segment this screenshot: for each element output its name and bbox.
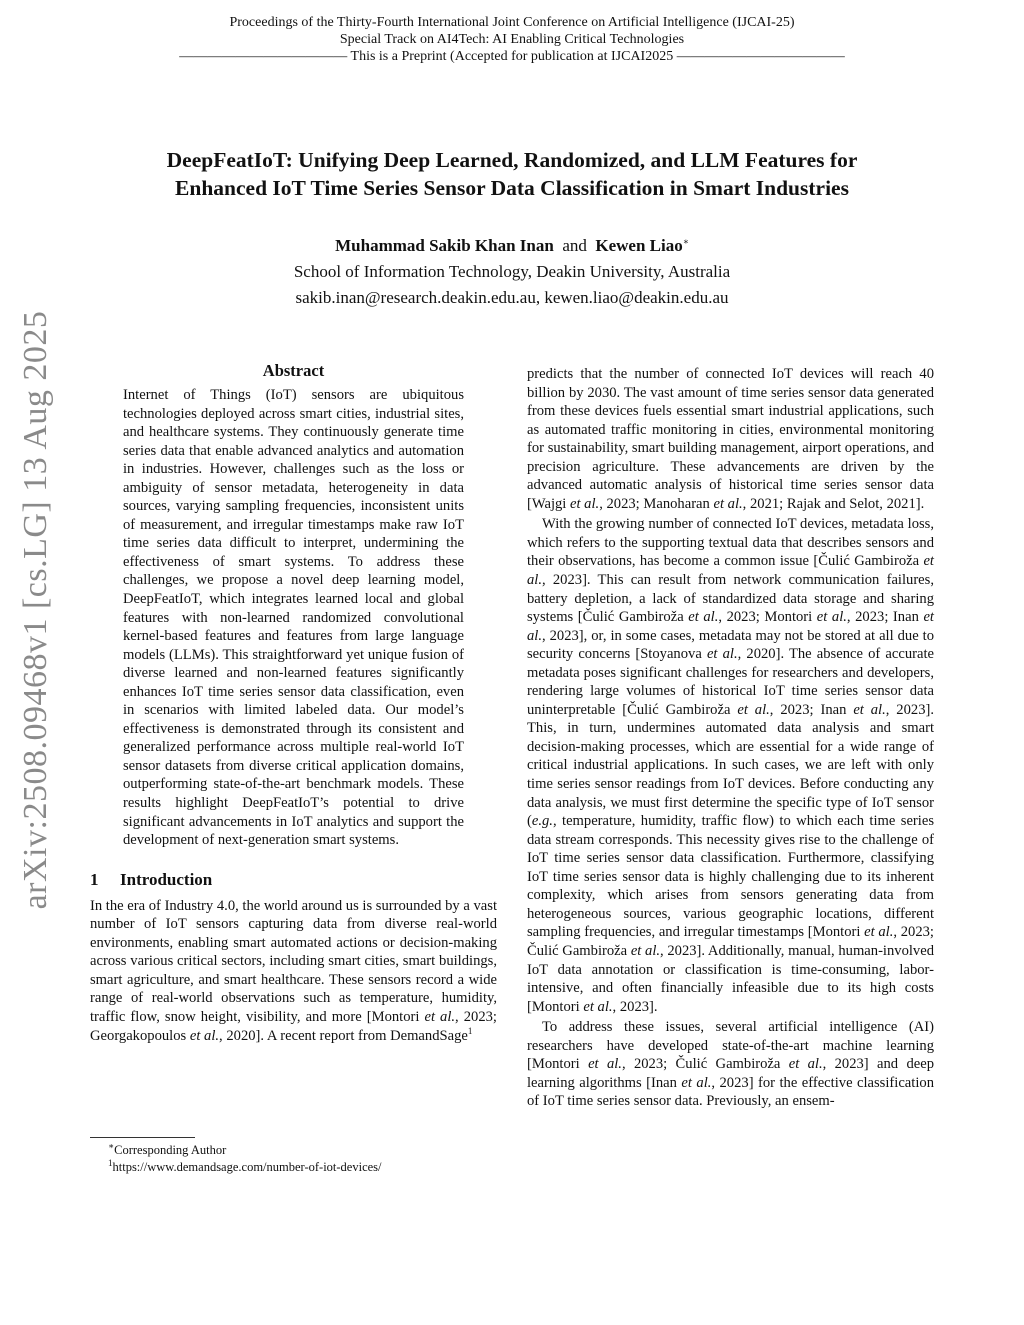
footnote-url: $^1$https://www.demandsage.com/number-of-iot-devices/: [108, 1157, 382, 1174]
left-column: [90, 360, 497, 1045]
corresponding-mark: ∗: [682, 236, 689, 247]
title-line-1: DeepFeatIoT: Unifying Deep Learned, Randomized, and LLM Features for: [166, 148, 858, 172]
footnotes: [108, 1142, 382, 1176]
header-line-preprint: ———————————— This is a Preprint (Accepted for publication at IJCAI2025 ————————————: [179, 49, 845, 64]
affiliation: School of Information Technology, Deakin University, Australia: [293, 262, 731, 281]
author-block: [0, 233, 1024, 311]
footnote-link[interactable]: https://www.demandsage.com/number-of-iot-devices/: [112, 1160, 382, 1174]
intro-paragraph-2: With the growing number of connected IoT devices, metadata loss, which refers to the supporting textual data that describes sensors and their observations, has become a common issue [Čulić Gambiroža et al., 2023]. This can result from network communication failures, battery depletion, a lack of standardized data storage and sharing systems [Čulić Gambiroža et al., 2023; Montori et al., 2023; Inan et al., 2023], or, in some cases, metadata may not be stored at all due to security concerns [Stoyanova et al., 2020]. The absence of accurate metadata poses significant challenges for researchers and developers, rendering large volumes of historical IoT time series sensor data uninterpretable [Čulić Gambiroža et al., 2023; Inan et al., 2023]. This, in turn, undermines automated data analysis and smart decision-making processes, which are essential for a wide range of critical industrial applications. In such cases, we are left with only time series sensor readings from IoT devices. Before conducting any data analysis, we must first determine the specific type of IoT sensor (e.g., temperature, humidity, traffic flow) to which each time series data stream corresponds. This necessity gives rise to the challenge of IoT time series sensor data classification. Furthermore, classifying IoT time series sensor data is highly challenging due to its inherent complexity, which arises from sensors generating data from heterogeneous sources, various geographic locations, different sampling frequencies, and irregular timestamps [Montori et al., 2023; Čulić Gambiroža et al., 2023]. Additionally, manual, human-involved IoT data annotation or classification is time-consuming, labor-intensive, and often financially infeasible due to its high costs [Montori et al., 2023].: [527, 516, 934, 1015]
section-title-text: Introduction: [120, 869, 213, 889]
conference-header: [0, 14, 1024, 65]
arxiv-stamp: arXiv:2508.09468v1 [cs.LG] 13 Aug 2025: [17, 310, 54, 910]
author-names: [0, 233, 1024, 259]
author-and: and: [562, 236, 587, 255]
footnote-ref-1[interactable]: 1: [467, 1025, 473, 1036]
section-number: 1: [90, 869, 99, 889]
abstract-heading: Abstract: [262, 361, 325, 380]
footnote-corresponding: ∗Corresponding Author: [108, 1140, 227, 1157]
section-heading-introduction: [90, 869, 497, 891]
intro-paragraph-1-part-b: predicts that the number of connected IoT devices will reach 40 billion by 2030. The vast amount of time series sensor data generated from these devices fuels essential smart industrial applications, such as automated traffic monitoring in cities, environmental monitoring for sustainability, smart building management, airport operations, and precision agriculture. These advancements are driven by the advanced automatic analysis of historical time series sensor data [Wajgi et al., 2023; Manoharan et al., 2021; Rajak and Selot, 2021].: [527, 366, 934, 512]
title-line-2: Enhanced IoT Time Series Sensor Data Classification in Smart Industries: [175, 176, 849, 200]
author-1: Muhammad Sakib Khan Inan: [335, 236, 554, 255]
header-line-proceedings: Proceedings of the Thirty-Fourth International Joint Conference on Artificial Intelligence (IJCAI-25): [229, 15, 795, 30]
footnote-divider: [90, 1137, 195, 1138]
abstract-text: Internet of Things (IoT) sensors are ubiquitous technologies deployed across smart cities, industrial sites, and healthcare systems. They continuously generate time series data that enable advanced analytics and automation in industries. However, challenges such as the loss or ambiguity of sensor metadata, heterogeneity in data sources, varying sampling frequencies, inconsistent units of measurement, and irregular timestamps make raw IoT time series data difficult to interpret, undermining the effectiveness of smart systems. To address these challenges, we propose a novel deep learning model, DeepFeatIoT, which integrates learned local and global features with non-learned randomized convolutional kernel-based features and features from large language models (LLMs). This straightforward yet unique fusion of diverse learned and non-learned features significantly enhances IoT time series sensor data classification, even in scenarios with limited labeled data. Our model’s effectiveness is demonstrated through its consistent and generalized performance across multiple real-world IoT sensor datasets from diverse critical application domains, outperforming state-of-the-art benchmark models. These results highlight DeepFeatIoT’s potential to drive significant advancements in IoT analytics and support the development of next-generation smart systems.: [123, 387, 464, 849]
header-line-track: Special Track on AI4Tech: AI Enabling Critical Technologies: [339, 32, 685, 47]
right-column: [527, 365, 934, 1111]
paper-title: [60, 146, 964, 202]
author-emails[interactable]: sakib.inan@research.deakin.edu.au, kewen.liao@deakin.edu.au: [295, 288, 729, 307]
author-2: Kewen Liao: [595, 236, 683, 255]
intro-paragraph-3: To address these issues, several artificial intelligence (AI) researchers have developed state-of-the-art machine learning [Montori et al., 2023; Čulić Gambiroža et al., 2023] and deep learning algorithms [Inan et al., 2023] for the effective classification of IoT time series sensor data. Previously, an ensem-: [527, 1019, 934, 1110]
intro-paragraph-1-part-a: In the era of Industry 4.0, the world around us is surrounded by a vast number of IoT sensors capturing data from diverse real-world environments, enabling smart automated actions or decision-making across various critical sectors, including smart cities, smart buildings, smart agriculture, and smart healthcare. These sensors record a wide range of real-world observations such as temperature, humidity, traffic flow, snow height, visibility, and more [Montori et al., 2023; Georgakopoulos et al., 2020]. A recent report from DemandSage$^1$: [90, 897, 497, 1044]
